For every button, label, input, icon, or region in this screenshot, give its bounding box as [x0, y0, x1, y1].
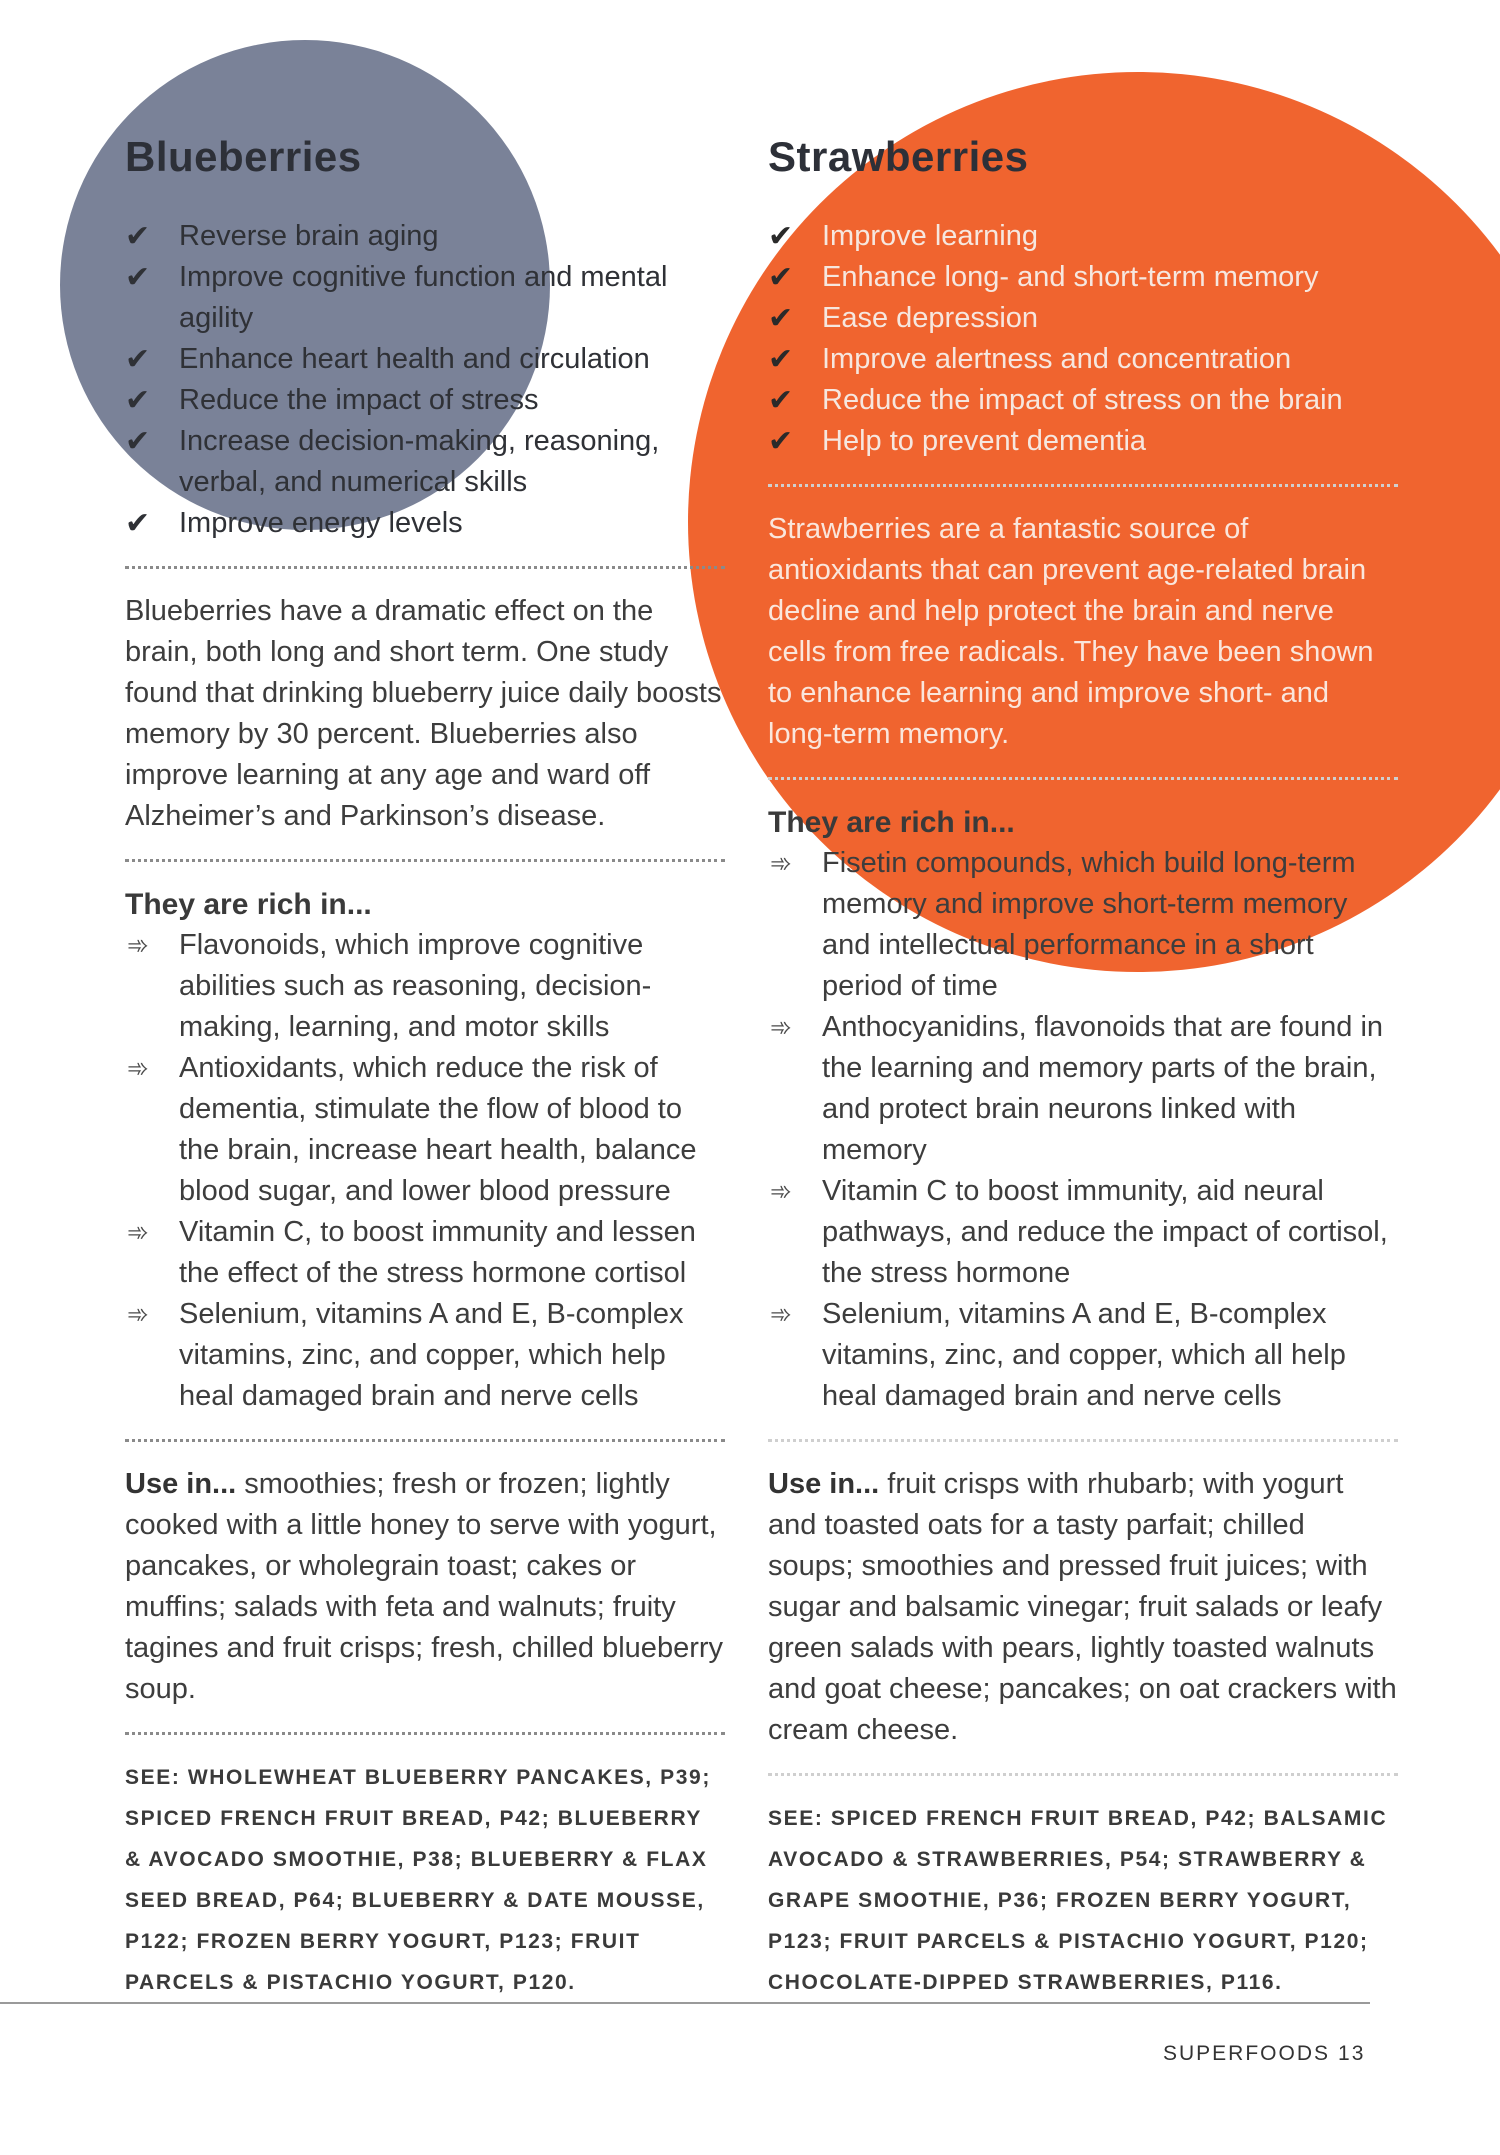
dotted-divider — [125, 566, 725, 569]
footer-section-name: SUPERFOODS — [1163, 2042, 1331, 2065]
dotted-divider — [768, 1439, 1398, 1442]
arrow-right-icon: ➾ — [127, 1053, 149, 1083]
dotted-divider — [768, 777, 1398, 780]
list-item: ✔ Improve cognitive function and mental agility — [125, 257, 725, 339]
page-footer — [1163, 2042, 1365, 2066]
list-item: ➾ Vitamin C to boost immunity, aid neural pathways, and reduce the impact of cortisol, the stress hormone — [768, 1171, 1398, 1294]
arrow-right-icon: ➾ — [127, 1299, 149, 1329]
check-icon: ✔ — [125, 343, 151, 376]
dotted-divider — [125, 1439, 725, 1442]
arrow-right-icon: ➾ — [770, 1299, 792, 1329]
check-icon: ✔ — [768, 220, 794, 253]
check-icon: ✔ — [768, 302, 794, 335]
blueberries-title: Blueberries — [125, 133, 362, 180]
check-icon: ✔ — [125, 507, 151, 540]
dotted-divider — [125, 859, 725, 862]
list-item: ➾ Anthocyanidins, flavonoids that are found in the learning and memory parts of the brain, and protect brain neurons linked with memory — [768, 1007, 1398, 1171]
strawberries-intro: Strawberries are a fantastic source of antioxidants that can prevent age-related brain decline and help protect the brain and nerve cells from free radicals. They have been shown to enhance learning and improve short- and long-term memory. — [768, 513, 1374, 750]
dotted-divider — [768, 484, 1398, 487]
blueberries-nutrients-list — [125, 925, 725, 1417]
strawberries-rich-heading: They are rich in... — [768, 806, 1015, 839]
list-item: ➾ Flavonoids, which improve cognitive abilities such as reasoning, decision-making, learning, and motor skills — [125, 925, 725, 1048]
arrow-right-icon: ➾ — [127, 1217, 149, 1247]
list-item: ✔ Reduce the impact of stress — [125, 380, 725, 421]
arrow-right-icon: ➾ — [770, 848, 792, 878]
strawberries-section — [768, 132, 1398, 2003]
list-item: ✔ Reduce the impact of stress on the brain — [768, 380, 1398, 421]
list-item: ➾ Selenium, vitamins A and E, B-complex vitamins, zinc, and copper, which help heal damaged brain and nerve cells — [125, 1294, 725, 1417]
check-icon: ✔ — [125, 384, 151, 417]
list-item: ✔ Help to prevent dementia — [768, 421, 1398, 462]
dotted-divider — [768, 1773, 1398, 1776]
list-item: ✔ Improve learning — [768, 216, 1398, 257]
blueberries-see-also: SEE: WHOLEWHEAT BLUEBERRY PANCAKES, P39; SPICED FRENCH FRUIT BREAD, P42; BLUEBERRY & AVOCADO SMOOTHIE, P38; BLUEBERRY & FLAX SEED BREAD, P64; BLUEBERRY & DATE MOUSSE, P122; FROZEN BERRY YOGURT, P123; FRUIT PARCELS & PISTACHIO YOGURT, P120. — [125, 1766, 711, 1994]
check-icon: ✔ — [768, 384, 794, 417]
list-item: ✔ Enhance long- and short-term memory — [768, 257, 1398, 298]
list-item: ✔ Improve energy levels — [125, 503, 725, 544]
check-icon: ✔ — [125, 425, 151, 458]
strawberries-benefits-list — [768, 216, 1398, 462]
list-item: ✔ Increase decision-making, reasoning, verbal, and numerical skills — [125, 421, 725, 503]
blueberries-rich-heading: They are rich in... — [125, 888, 372, 921]
check-icon: ✔ — [768, 343, 794, 376]
strawberries-use-in: Use in... fruit crisps with rhubarb; with yogurt and toasted oats for a tasty parfait; chilled soups; smoothies and pressed fruit juices; with sugar and balsamic vinegar; fruit salads or leafy green salads with pears, lightly toasted walnuts and goat cheese; pancakes; on oat crackers with cream cheese. — [768, 1468, 1397, 1746]
check-icon: ✔ — [125, 220, 151, 253]
strawberries-nutrients-list — [768, 843, 1398, 1417]
arrow-right-icon: ➾ — [770, 1012, 792, 1042]
list-item: ➾ Fisetin compounds, which build long-term memory and improve short-term memory and intellectual performance in a short period of time — [768, 843, 1398, 1007]
list-item: ✔ Ease depression — [768, 298, 1398, 339]
list-item: ✔ Enhance heart health and circulation — [125, 339, 725, 380]
dotted-divider — [125, 1732, 725, 1735]
list-item: ✔ Reverse brain aging — [125, 216, 725, 257]
blueberries-benefits-list — [125, 216, 725, 544]
list-item: ➾ Selenium, vitamins A and E, B-complex vitamins, zinc, and copper, which all help heal damaged brain and nerve cells — [768, 1294, 1398, 1417]
arrow-right-icon: ➾ — [127, 930, 149, 960]
blueberries-section — [125, 132, 725, 2003]
strawberries-see-also: SEE: SPICED FRENCH FRUIT BREAD, P42; BALSAMIC AVOCADO & STRAWBERRIES, P54; STRAWBERRY & GRAPE SMOOTHIE, P36; FROZEN BERRY YOGURT, P123; FRUIT PARCELS & PISTACHIO YOGURT, P120; CHOCOLATE-DIPPED STRAWBERRIES, P116. — [768, 1807, 1388, 1994]
page-number: 13 — [1338, 2042, 1366, 2065]
list-item: ➾ Vitamin C, to boost immunity and lessen the effect of the stress hormone cortisol — [125, 1212, 725, 1294]
check-icon: ✔ — [768, 261, 794, 294]
list-item: ✔ Improve alertness and concentration — [768, 339, 1398, 380]
strawberries-title: Strawberries — [768, 133, 1029, 180]
check-icon: ✔ — [768, 425, 794, 458]
blueberries-intro: Blueberries have a dramatic effect on the brain, both long and short term. One study found that drinking blueberry juice daily boosts memory by 30 percent. Blueberries also improve learning at any age and ward off Alzheimer’s and Parkinson’s disease. — [125, 595, 722, 832]
blueberries-use-in: Use in... smoothies; fresh or frozen; lightly cooked with a little honey to serve with yogurt, pancakes, or wholegrain toast; cakes or muffins; salads with feta and walnuts; fruity tagines and fruit crisps; fresh, chilled blueberry soup. — [125, 1468, 724, 1705]
list-item: ➾ Antioxidants, which reduce the risk of dementia, stimulate the flow of blood to the brain, increase heart health, balance blood sugar, and lower blood pressure — [125, 1048, 725, 1212]
check-icon: ✔ — [125, 261, 151, 294]
arrow-right-icon: ➾ — [770, 1176, 792, 1206]
